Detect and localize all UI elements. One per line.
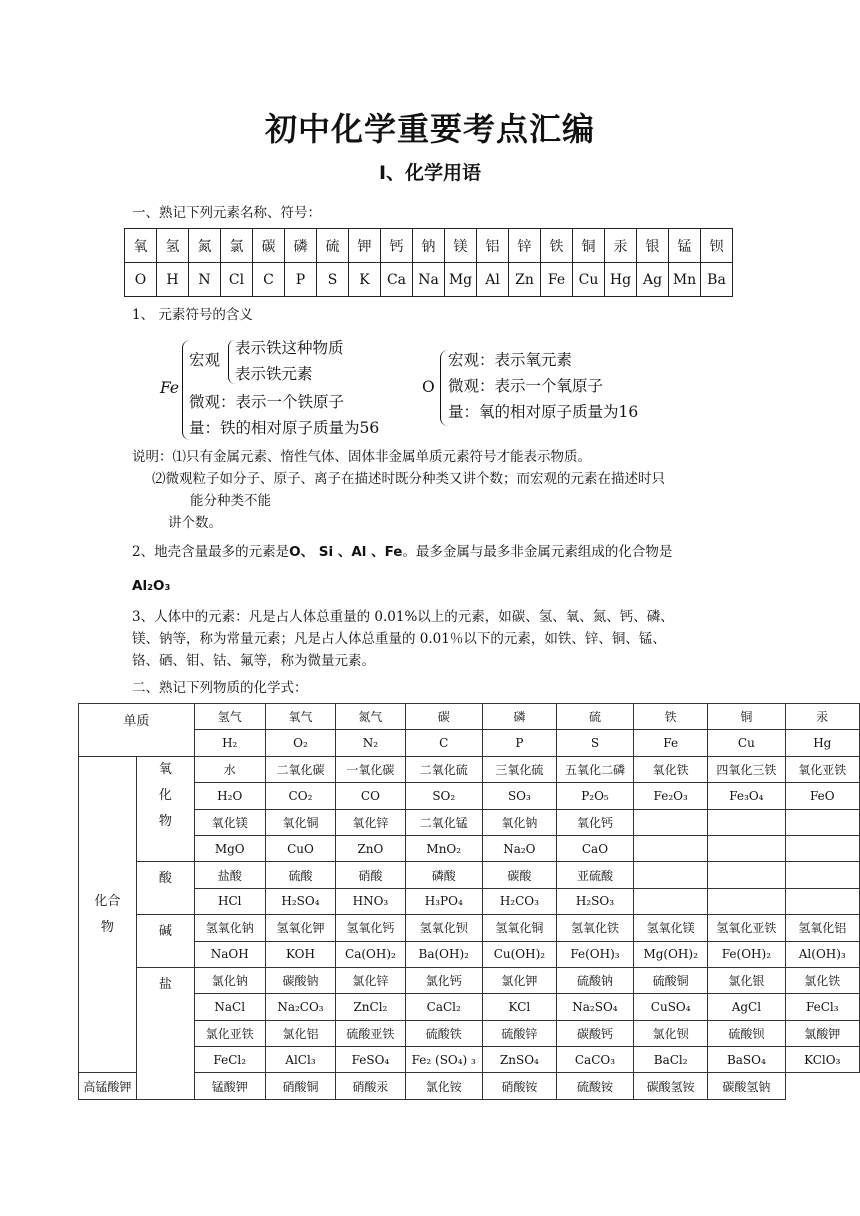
element-symbol-cell: Fe	[541, 263, 573, 297]
substance-cell	[634, 862, 708, 888]
element-table	[124, 228, 733, 297]
element-symbol-cell: Zn	[509, 263, 541, 297]
element-symbol-cell: Hg	[605, 263, 637, 297]
element-symbol-cell: Ca	[381, 263, 413, 297]
substance-cell: 硫酸亚铁	[336, 1020, 405, 1046]
substance-cell: CaO	[556, 835, 633, 861]
element-name-cell: 磷	[285, 229, 317, 263]
substance-cell: 氢氧化铝	[785, 915, 859, 941]
note-1: 说明：⑴只有金属元素、惰性气体、固体非金属单质元素符号才能表示物质。	[132, 449, 591, 465]
substance-cell: 二氧化硫	[405, 756, 482, 782]
substance-cell: KOH	[265, 941, 336, 967]
substance-cell: Na₂SO₄	[556, 994, 633, 1020]
substance-cell: 碳酸氢铵	[634, 1073, 708, 1099]
substance-cell	[785, 888, 859, 914]
substance-cell: H₂O	[194, 783, 265, 809]
substance-cell: 硝酸	[336, 862, 405, 888]
substance-cell: Na₂CO₃	[265, 994, 336, 1020]
substance-cell: 亚硫酸	[556, 862, 633, 888]
substance-cell: 氢氧化钙	[336, 915, 405, 941]
substance-cell: 氯化亚铁	[194, 1020, 265, 1046]
substance-cell: H₂	[194, 730, 265, 756]
element-name-cell: 钡	[701, 229, 733, 263]
substance-cell: HNO₃	[336, 888, 405, 914]
substance-cell	[708, 835, 785, 861]
oxide-header: 氧化物	[136, 756, 194, 862]
element-symbol-cell: S	[317, 263, 349, 297]
point-3-line-3: 铬、硒、钼、钴、氟等，称为微量元素。	[132, 653, 375, 669]
substance-cell: H₂SO₄	[265, 888, 336, 914]
oxide-row	[79, 756, 860, 782]
substance-cell: 氧气	[265, 704, 336, 730]
substance-cell: 氯化银	[708, 967, 785, 993]
substance-cell: 硫	[556, 704, 633, 730]
substance-cell: N₂	[336, 730, 405, 756]
substance-cell: Mg(OH)₂	[634, 941, 708, 967]
fe-micro: 微观：表示一个铁原子	[189, 393, 345, 411]
point-2-tail: 。最多金属与最多非金属元素组成的化合物是	[402, 544, 673, 560]
substance-cell: Na₂O	[482, 835, 556, 861]
substance-cell: 氢氧化钾	[265, 915, 336, 941]
substance-cell	[634, 835, 708, 861]
note-3: 能分种类不能	[190, 493, 271, 509]
substance-cell	[708, 888, 785, 914]
substance-cell: 硫酸钡	[708, 1020, 785, 1046]
substance-cell: NaCl	[194, 994, 265, 1020]
salt-row	[79, 1047, 860, 1073]
substance-cell: Fe₂ (SO₄) ₃	[405, 1047, 482, 1073]
substance-cell: 氯化钡	[634, 1020, 708, 1046]
substance-cell: 铜	[708, 704, 785, 730]
salt-header: 盐	[136, 967, 194, 1099]
substance-cell: 碳酸氢钠	[708, 1073, 785, 1099]
substance-cell: Cu	[708, 730, 785, 756]
section1-heading: 一、熟记下列元素名称、符号：	[132, 205, 321, 221]
o-micro: 微观：表示一个氧原子	[448, 377, 604, 395]
substance-cell: 氢氧化钡	[405, 915, 482, 941]
substance-cell: Cu(OH)₂	[482, 941, 556, 967]
salt-row	[79, 1073, 860, 1099]
point-3-line-2: 镁、钠等，称为常量元素；凡是占人体总重量的 0.01％以下的元素，如铁、锌、铜、锰、	[132, 631, 666, 647]
fe-macro-brace	[228, 340, 235, 384]
substance-cell: 硫酸钠	[556, 967, 633, 993]
element-name-cell: 锰	[669, 229, 701, 263]
substance-cell: AlCl₃	[265, 1047, 336, 1073]
substance-cell: 氯化锌	[336, 967, 405, 993]
substance-cell: O₂	[265, 730, 336, 756]
element-name-cell: 氯	[221, 229, 253, 263]
substance-cell: 高锰酸钾	[79, 1073, 137, 1099]
substance-cell: 一氧化碳	[336, 756, 405, 782]
substance-cell: FeSO₄	[336, 1047, 405, 1073]
substance-cell: FeCl₃	[785, 994, 859, 1020]
salt-row	[79, 967, 860, 993]
substance-cell: Fe(OH)₂	[708, 941, 785, 967]
substance-cell: 氢氧化铁	[556, 915, 633, 941]
acid-row	[79, 862, 860, 888]
element-name-cell: 钾	[349, 229, 381, 263]
substance-cell	[785, 835, 859, 861]
substance-cell: 锰酸钾	[194, 1073, 265, 1099]
element-name-row	[125, 229, 733, 263]
substance-cell: 氧化镁	[194, 809, 265, 835]
substance-cell: 氯酸钾	[785, 1020, 859, 1046]
substance-cell: 碳	[405, 704, 482, 730]
element-symbol-cell: Ba	[701, 263, 733, 297]
substance-cell: 氢氧化镁	[634, 915, 708, 941]
element-name-cell: 铜	[573, 229, 605, 263]
element-symbol-cell: H	[157, 263, 189, 297]
substance-cell: S	[556, 730, 633, 756]
substance-cell: 氧化铜	[265, 809, 336, 835]
substance-cell: CaCO₃	[556, 1047, 633, 1073]
section2-heading: 二、熟记下列物质的化学式：	[132, 680, 308, 696]
simple-substance-header: 单质	[79, 704, 195, 757]
element-name-cell: 镁	[445, 229, 477, 263]
fe-macro-2: 表示铁元素	[235, 365, 313, 383]
substance-cell	[785, 809, 859, 835]
point-3-line-1: 3、人体中的元素：凡是占人体总重量的 0.01%以上的元素，如碳、氢、氧、氮、钙、磷、	[132, 609, 674, 625]
substance-cell: 氮气	[336, 704, 405, 730]
substance-cell: 氧化亚铁	[785, 756, 859, 782]
substance-cell: 二氧化锰	[405, 809, 482, 835]
substance-cell: 三氧化硫	[482, 756, 556, 782]
element-name-cell: 钠	[413, 229, 445, 263]
substance-cell: 氧化锌	[336, 809, 405, 835]
substance-cell: 四氧化三铁	[708, 756, 785, 782]
substance-cell: 硫酸锌	[482, 1020, 556, 1046]
element-symbol-cell: Al	[477, 263, 509, 297]
alumina-formula: Al₂O₃	[132, 578, 171, 594]
substance-cell: 铁	[634, 704, 708, 730]
substance-cell: CO	[336, 783, 405, 809]
substance-cell: P	[482, 730, 556, 756]
substance-cell: 氢氧化铜	[482, 915, 556, 941]
element-symbol-cell: N	[189, 263, 221, 297]
o-macro: 宏观：表示氧元素	[448, 351, 573, 369]
substance-cell: 汞	[785, 704, 859, 730]
element-symbol-cell: C	[253, 263, 285, 297]
substance-cell: SO₃	[482, 783, 556, 809]
page-title: 初中化学重要考点汇编	[264, 110, 595, 148]
element-name-cell: 氢	[157, 229, 189, 263]
oxide-row	[79, 809, 860, 835]
substance-cell: ZnSO₄	[482, 1047, 556, 1073]
substance-cell: H₃PO₄	[405, 888, 482, 914]
substance-cell: 硝酸汞	[336, 1073, 405, 1099]
substance-cell: 氧化钠	[482, 809, 556, 835]
element-name-cell: 银	[637, 229, 669, 263]
substance-cell: 硫酸	[265, 862, 336, 888]
substance-cell: 氧化钙	[556, 809, 633, 835]
substance-cell: 水	[194, 756, 265, 782]
substance-cell	[634, 809, 708, 835]
substance-cell: ZnO	[336, 835, 405, 861]
substance-cell: CaCl₂	[405, 994, 482, 1020]
acid-row	[79, 888, 860, 914]
element-name-cell: 硫	[317, 229, 349, 263]
substance-cell: ZnCl₂	[336, 994, 405, 1020]
substance-cell: BaSO₄	[708, 1047, 785, 1073]
substance-cell: 碳酸钙	[556, 1020, 633, 1046]
salt-row	[79, 994, 860, 1020]
element-symbol-cell: Mg	[445, 263, 477, 297]
simple-substance-name-row	[79, 704, 860, 730]
substance-cell: NaOH	[194, 941, 265, 967]
substance-cell: Al(OH)₃	[785, 941, 859, 967]
substance-cell	[708, 862, 785, 888]
substance-cell: 氯化钾	[482, 967, 556, 993]
element-name-cell: 钙	[381, 229, 413, 263]
element-name-cell: 锌	[509, 229, 541, 263]
element-name-cell: 氮	[189, 229, 221, 263]
substance-cell: CuO	[265, 835, 336, 861]
point-1-heading: 1、 元素符号的含义	[132, 307, 253, 323]
section-title: Ⅰ、化学用语	[378, 162, 482, 184]
element-name-cell: 汞	[605, 229, 637, 263]
element-name-cell: 氧	[125, 229, 157, 263]
substance-cell: 氯化钠	[194, 967, 265, 993]
element-symbol-row	[125, 263, 733, 297]
element-symbol-cell: Cu	[573, 263, 605, 297]
element-symbol-cell: P	[285, 263, 317, 297]
substance-cell	[785, 862, 859, 888]
element-symbol-cell: Na	[413, 263, 445, 297]
element-name-cell: 铁	[541, 229, 573, 263]
point-2	[132, 542, 672, 562]
element-symbol-cell: K	[349, 263, 381, 297]
substance-cell: 氢氧化钠	[194, 915, 265, 941]
substance-table	[78, 703, 860, 1100]
simple-substance-formula-row	[79, 730, 860, 756]
substance-cell: 二氧化碳	[265, 756, 336, 782]
fe-macro-1: 表示铁这种物质	[235, 339, 344, 357]
substance-cell: 盐酸	[194, 862, 265, 888]
substance-cell: MgO	[194, 835, 265, 861]
substance-cell: 硫酸铵	[556, 1073, 633, 1099]
oxide-row	[79, 783, 860, 809]
base-row	[79, 915, 860, 941]
compound-header: 化合物	[79, 756, 137, 1073]
substance-cell: Ba(OH)₂	[405, 941, 482, 967]
element-symbol-cell: Cl	[221, 263, 253, 297]
element-name-cell: 碳	[253, 229, 285, 263]
element-symbol-cell: Ag	[637, 263, 669, 297]
substance-cell: AgCl	[708, 994, 785, 1020]
substance-cell: 氧化铁	[634, 756, 708, 782]
fe-symbol: Fe	[160, 379, 180, 397]
substance-cell: KCl	[482, 994, 556, 1020]
base-row	[79, 941, 860, 967]
substance-cell: HCl	[194, 888, 265, 914]
element-symbol-cell: Mn	[669, 263, 701, 297]
substance-cell: Hg	[785, 730, 859, 756]
substance-cell: FeO	[785, 783, 859, 809]
substance-cell: SO₂	[405, 783, 482, 809]
substance-cell: 氢氧化亚铁	[708, 915, 785, 941]
o-mass: 量：氧的相对原子质量为16	[448, 403, 639, 421]
substance-cell: FeCl₂	[194, 1047, 265, 1073]
fe-mass: 量：铁的相对原子质量为56	[189, 419, 380, 437]
substance-cell: H₂CO₃	[482, 888, 556, 914]
oxide-row	[79, 835, 860, 861]
point-2-lead: 2、地壳含量最多的元素是	[132, 544, 290, 560]
substance-cell: BaCl₂	[634, 1047, 708, 1073]
substance-cell: 磷	[482, 704, 556, 730]
substance-cell: 氯化钙	[405, 967, 482, 993]
substance-cell: MnO₂	[405, 835, 482, 861]
substance-cell: 碳酸	[482, 862, 556, 888]
substance-cell: 磷酸	[405, 862, 482, 888]
substance-cell: 五氧化二磷	[556, 756, 633, 782]
substance-cell: Fe₃O₄	[708, 783, 785, 809]
substance-cell: Ca(OH)₂	[336, 941, 405, 967]
element-name-cell: 铝	[477, 229, 509, 263]
substance-cell: 氢气	[194, 704, 265, 730]
substance-cell: 硝酸铵	[482, 1073, 556, 1099]
substance-cell: Fe(OH)₃	[556, 941, 633, 967]
substance-cell	[708, 809, 785, 835]
substance-cell: 氯化铵	[405, 1073, 482, 1099]
note-4: 讲个数。	[168, 515, 222, 531]
substance-cell	[634, 888, 708, 914]
substance-cell: C	[405, 730, 482, 756]
substance-cell: 硝酸铜	[265, 1073, 336, 1099]
substance-cell: 氯化铁	[785, 967, 859, 993]
note-2: ⑵微观粒子如分子、原子、离子在描述时既分种类又讲个数；而宏观的元素在描述时只	[152, 471, 665, 487]
substance-cell: P₂O₅	[556, 783, 633, 809]
substance-cell: 硫酸铁	[405, 1020, 482, 1046]
base-header: 碱	[136, 915, 194, 968]
substance-cell: CO₂	[265, 783, 336, 809]
o-symbol: O	[422, 378, 435, 396]
fe-macro-label: 宏观	[189, 351, 221, 369]
substance-cell: 氯化铝	[265, 1020, 336, 1046]
element-symbol-cell: O	[125, 263, 157, 297]
substance-cell: Fe	[634, 730, 708, 756]
substance-cell: Fe₂O₃	[634, 783, 708, 809]
salt-row	[79, 1020, 860, 1046]
substance-cell: CuSO₄	[634, 994, 708, 1020]
acid-header: 酸	[136, 862, 194, 915]
substance-cell: 碳酸钠	[265, 967, 336, 993]
crust-elements: O、 Si 、Al 、Fe	[289, 544, 403, 560]
substance-cell: 硫酸铜	[634, 967, 708, 993]
substance-cell: H₂SO₃	[556, 888, 633, 914]
substance-cell: KClO₃	[785, 1047, 859, 1073]
